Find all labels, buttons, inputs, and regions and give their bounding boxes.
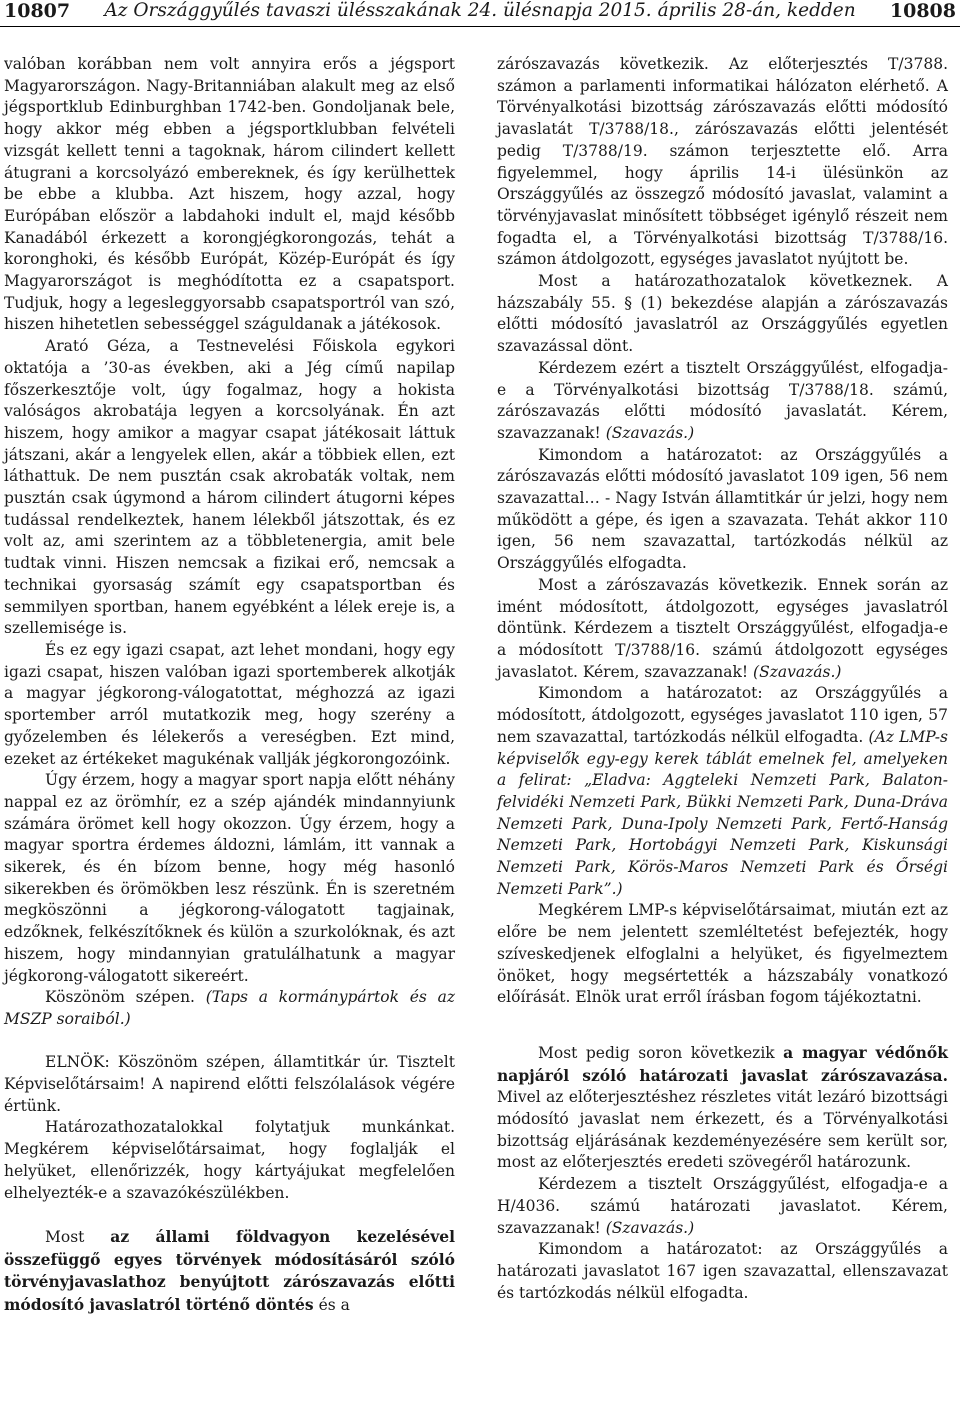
paragraph-text: Köszönöm szépen.	[45, 988, 195, 1007]
paragraph: Kimondom a határozatot: az Országgyűlés a zárószavazás előtti módosító javaslatot 109 igen, 56 nem szavazattal… - Nagy István államtitkár úr jelzi, hogy nem működött a gépe, és igen a szavazata. Tehát akkor 110 igen, 56 nem szavazattal, tartózkodás nélkül az Országgyűlés elfogadta.	[497, 445, 948, 573]
paragraph: Kimondom a határozatot: az Országgyűlés a határozati javaslatot 167 igen szavazattal, ellenszavazat és tartózkodás nélkül elfogadta.	[497, 1240, 948, 1302]
paragraph-text: Kérdezem ezért a tisztelt Országgyűlést, elfogadja-e a Törvényalkotási bizottság T/3788/18. számú, zárószavazás előtti módosító javaslatát. Kérem, szavazzanak!	[497, 358, 948, 442]
page-number-left: 10807	[4, 0, 71, 22]
paragraph-text: Kimondom a határozatot: az Országgyűlés a módosított, átdolgozott, egységes javaslatot 110 igen, 57 nem szavazattal, tartózkodás nélkül elfogadta.	[497, 684, 948, 746]
paragraph: valóban korábban nem volt annyira erős a jégsport Magyarországon. Nagy-Britanniában alakult meg az első jégsportklub Edinburghban 1742-ben. Gondoljanak bele, hogy akkor még ebben a jégsportklubban felvételi vizsgát kellett tenni a tagoknak, három cilindert kellett átugrani a korcsolyázó embereknek, és így kerülhettek be ebbe a klubba. Azt hiszem, hogy azzal, hogy Európában először a labdahoki indult el, majd később Kanadából érkezett a korongjégkorongozás, tehát a koronghoki, és később Európát, Közép-Európát és így Magyarországot is meghódította ez a csapatsport. Tudjuk, hogy a legesleggyorsabb csapatsportról van szó, hiszen hihetetlen sebességgel száguldanak a játékosok.	[4, 55, 455, 334]
paragraph	[4, 1226, 455, 1317]
paragraph-text: Most pedig soron következik	[538, 1043, 775, 1062]
paragraph	[4, 987, 455, 1030]
paragraph: Határozathozatalokkal folytatjuk munkánkat. Megkérem képviselőtársaimat, hogy foglalják el helyüket, ellenőrizzék, hogy kártyájukat megfelelően elhelyezték-e a szavazókészülékben.	[4, 1118, 455, 1202]
stage-direction: (Taps a kormánypártok és az MSZP soraiból.)	[4, 988, 455, 1028]
stage-direction: (Az LMP-s képviselők egy-egy kerek táblát emelnek fel, amelyeken a felirat: „Eladva: Aggteleki Nemzeti Park, Balaton-felvidéki Nemzeti Park, Bükki Nemzeti Park, Duna-Dráva Nemzeti Park, Duna-Ipoly Nemzeti Park, Fertő-Hanság Nemzeti Park, Hortobágyi Nemzeti Park, Kiskunsági Nemzeti Park, Körös-Maros Nemzeti Park és Őrségi Nemzeti Park”.)	[497, 727, 949, 898]
agenda-item-bold: a magyar védőnők napjáról szóló határozati javaslat zárószavazása.	[497, 1042, 948, 1085]
stage-direction: (Szavazás.)	[605, 423, 695, 442]
paragraph-text: Most a zárószavazás következik. Ennek során az imént módosított, átdolgozott, egységes javaslatról döntünk. Kérdezem a tisztelt Országgyűlést, elfogadja-e a módosított T/3788/16. számú átdolgozott egységes javaslatot. Kérem, szavazzanak!	[497, 575, 948, 681]
stage-direction: (Szavazás.)	[753, 662, 842, 681]
paragraph: Úgy érzem, hogy a magyar sport napja előtt néhány nappal ez az örömhír, ez a szép ajándék mindannyiunk számára örömet kell hogy okozzon. Úgy érzem, hogy a magyar sportra érdemes áldozni, lámlám, itt vannak a sikerek, és én bízom benne, hogy még hasonló sikerekben és örömökben lesz részünk. Én is szeretném megköszönni a jégkorong-válogatott tagjainak, edzőknek, felkészítőknek és külön a szurkolóknak, és azt hiszem, hogy mindannyian gratulálhatunk a magyar jégkorong-válogatott sikereért.	[4, 771, 455, 985]
header-title: Az Országgyűlés tavaszi ülésszakának 24. ülésnapja 2015. április 28-án, kedden	[104, 0, 856, 21]
left-column	[4, 54, 455, 1317]
paragraph: Arató Géza, a Testnevelési Főiskola egykori oktatója a ’30-as években, aki a Jég című napilap főszerkesztője volt, úgy fogalmaz, hogy a hokista valóságos akrobatája legyen a korcsolyának. Én azt hiszem, hogy amikor a magyar csapat játékosait láttuk játszani, akár a lengyelek ellen, akár a többiek ellen, ezt láthattuk. De nem pusztán csak akrobaták voltak, nem pusztán csak úgymond a három cilindert átugorni képes tudással rendelkeztek, hanem lélekből játszottak, és ez volt az, ami szerintem az a többletenergia, amit bele tudtak vinni. Hiszen nemcsak a fizikai erő, nemcsak a technikai gyorsaság számít egy csapatsportban és semmilyen sportban, hanem egyébként a lélek ereje is, a szellemisége is.	[4, 337, 455, 638]
paragraph: És ez egy igazi csapat, azt lehet mondani, hogy egy igazi csapat, hiszen valóban igazi sportemberek alkotják a magyar jégkorong-válogatottat, méghozzá az igazi sportember arról mutatkozik meg, hogy szerény a győzelemben és lélekerős a vereségben. Ezt mind, ezeket az értékeket magukénak vallják jégkorongozóink.	[4, 640, 455, 768]
paragraph-text: Kérdezem a tisztelt Országgyűlést, elfogadja-e a H/4036. számú határozati javaslatot. Kérem, szavazzanak!	[497, 1175, 948, 1237]
paragraph	[497, 575, 948, 684]
paragraph	[497, 1042, 948, 1174]
page-number-right: 10808	[889, 0, 956, 22]
page-header	[0, 0, 960, 34]
paragraph	[497, 1174, 948, 1239]
paragraph: zárószavazás következik. Az előterjesztés T/3788. számon a parlamenti informatikai hálózaton elérhető. A Törvényalkotási bizottság zárószavazás előtti módosító javaslatát T/3788/18., zárószavazás előtti jelentését pedig T/3788/19. számon terjesztette elő. Arra figyelemmel, hogy április 14-i ülésünkön az Országgyűlés az összegző módosító javaslat, valamint a törvényjavaslat minősített többséget igénylő részeit nem fogadta el, a Törvényalkotási bizottság T/3788/16. számon átdolgozott, egységes javaslatot nyújtott be.	[497, 55, 948, 269]
paragraph-text: és a	[318, 1296, 350, 1315]
header-rule	[0, 26, 960, 27]
paragraph-text: Mivel az előterjesztéshez részletes vitát lezáró bizottsági módosító javaslat nem érkezett, és a Törvényalkotási bizottság eljárásának kezdeményezésére sem került sor, most az előterjesztés eredeti szövegéről határozunk.	[497, 1088, 948, 1172]
paragraph: Megkérem LMP-s képviselőtársaimat, miután ezt az előre be nem jelentett szemléltetést befejezték, hogy szíveskedjenek elfoglalni a helyüket, és figyelmeztem önöket, hogy megsértették a házszabály vonatkozó előírását. Elnök urat erről írásban fogom tájékoztatni.	[497, 901, 948, 1007]
agenda-item-bold: az állami földvagyon kezelésével összefüggő egyes törvények módosításáról szóló törvényjavaslathoz benyújtott zárószavazás előtti módosító javaslatról történő döntés	[4, 1226, 455, 1315]
paragraph: ELNÖK: Köszönöm szépen, államtitkár úr. Tisztelt Képviselőtársaim! A napirend előtti felszólalások végére értünk.	[4, 1053, 455, 1115]
stage-direction: (Szavazás.)	[605, 1218, 695, 1237]
paragraph-text: Most	[45, 1227, 85, 1246]
paragraph	[497, 683, 948, 900]
right-column	[497, 54, 948, 1304]
paragraph	[497, 358, 948, 445]
paragraph: Most a határozathozatalok következnek. A házszabály 55. § (1) bekezdése alapján a zárószavazás előtti módosító javaslatról az Országgyűlés egyetlen szavazással dönt.	[497, 272, 948, 356]
